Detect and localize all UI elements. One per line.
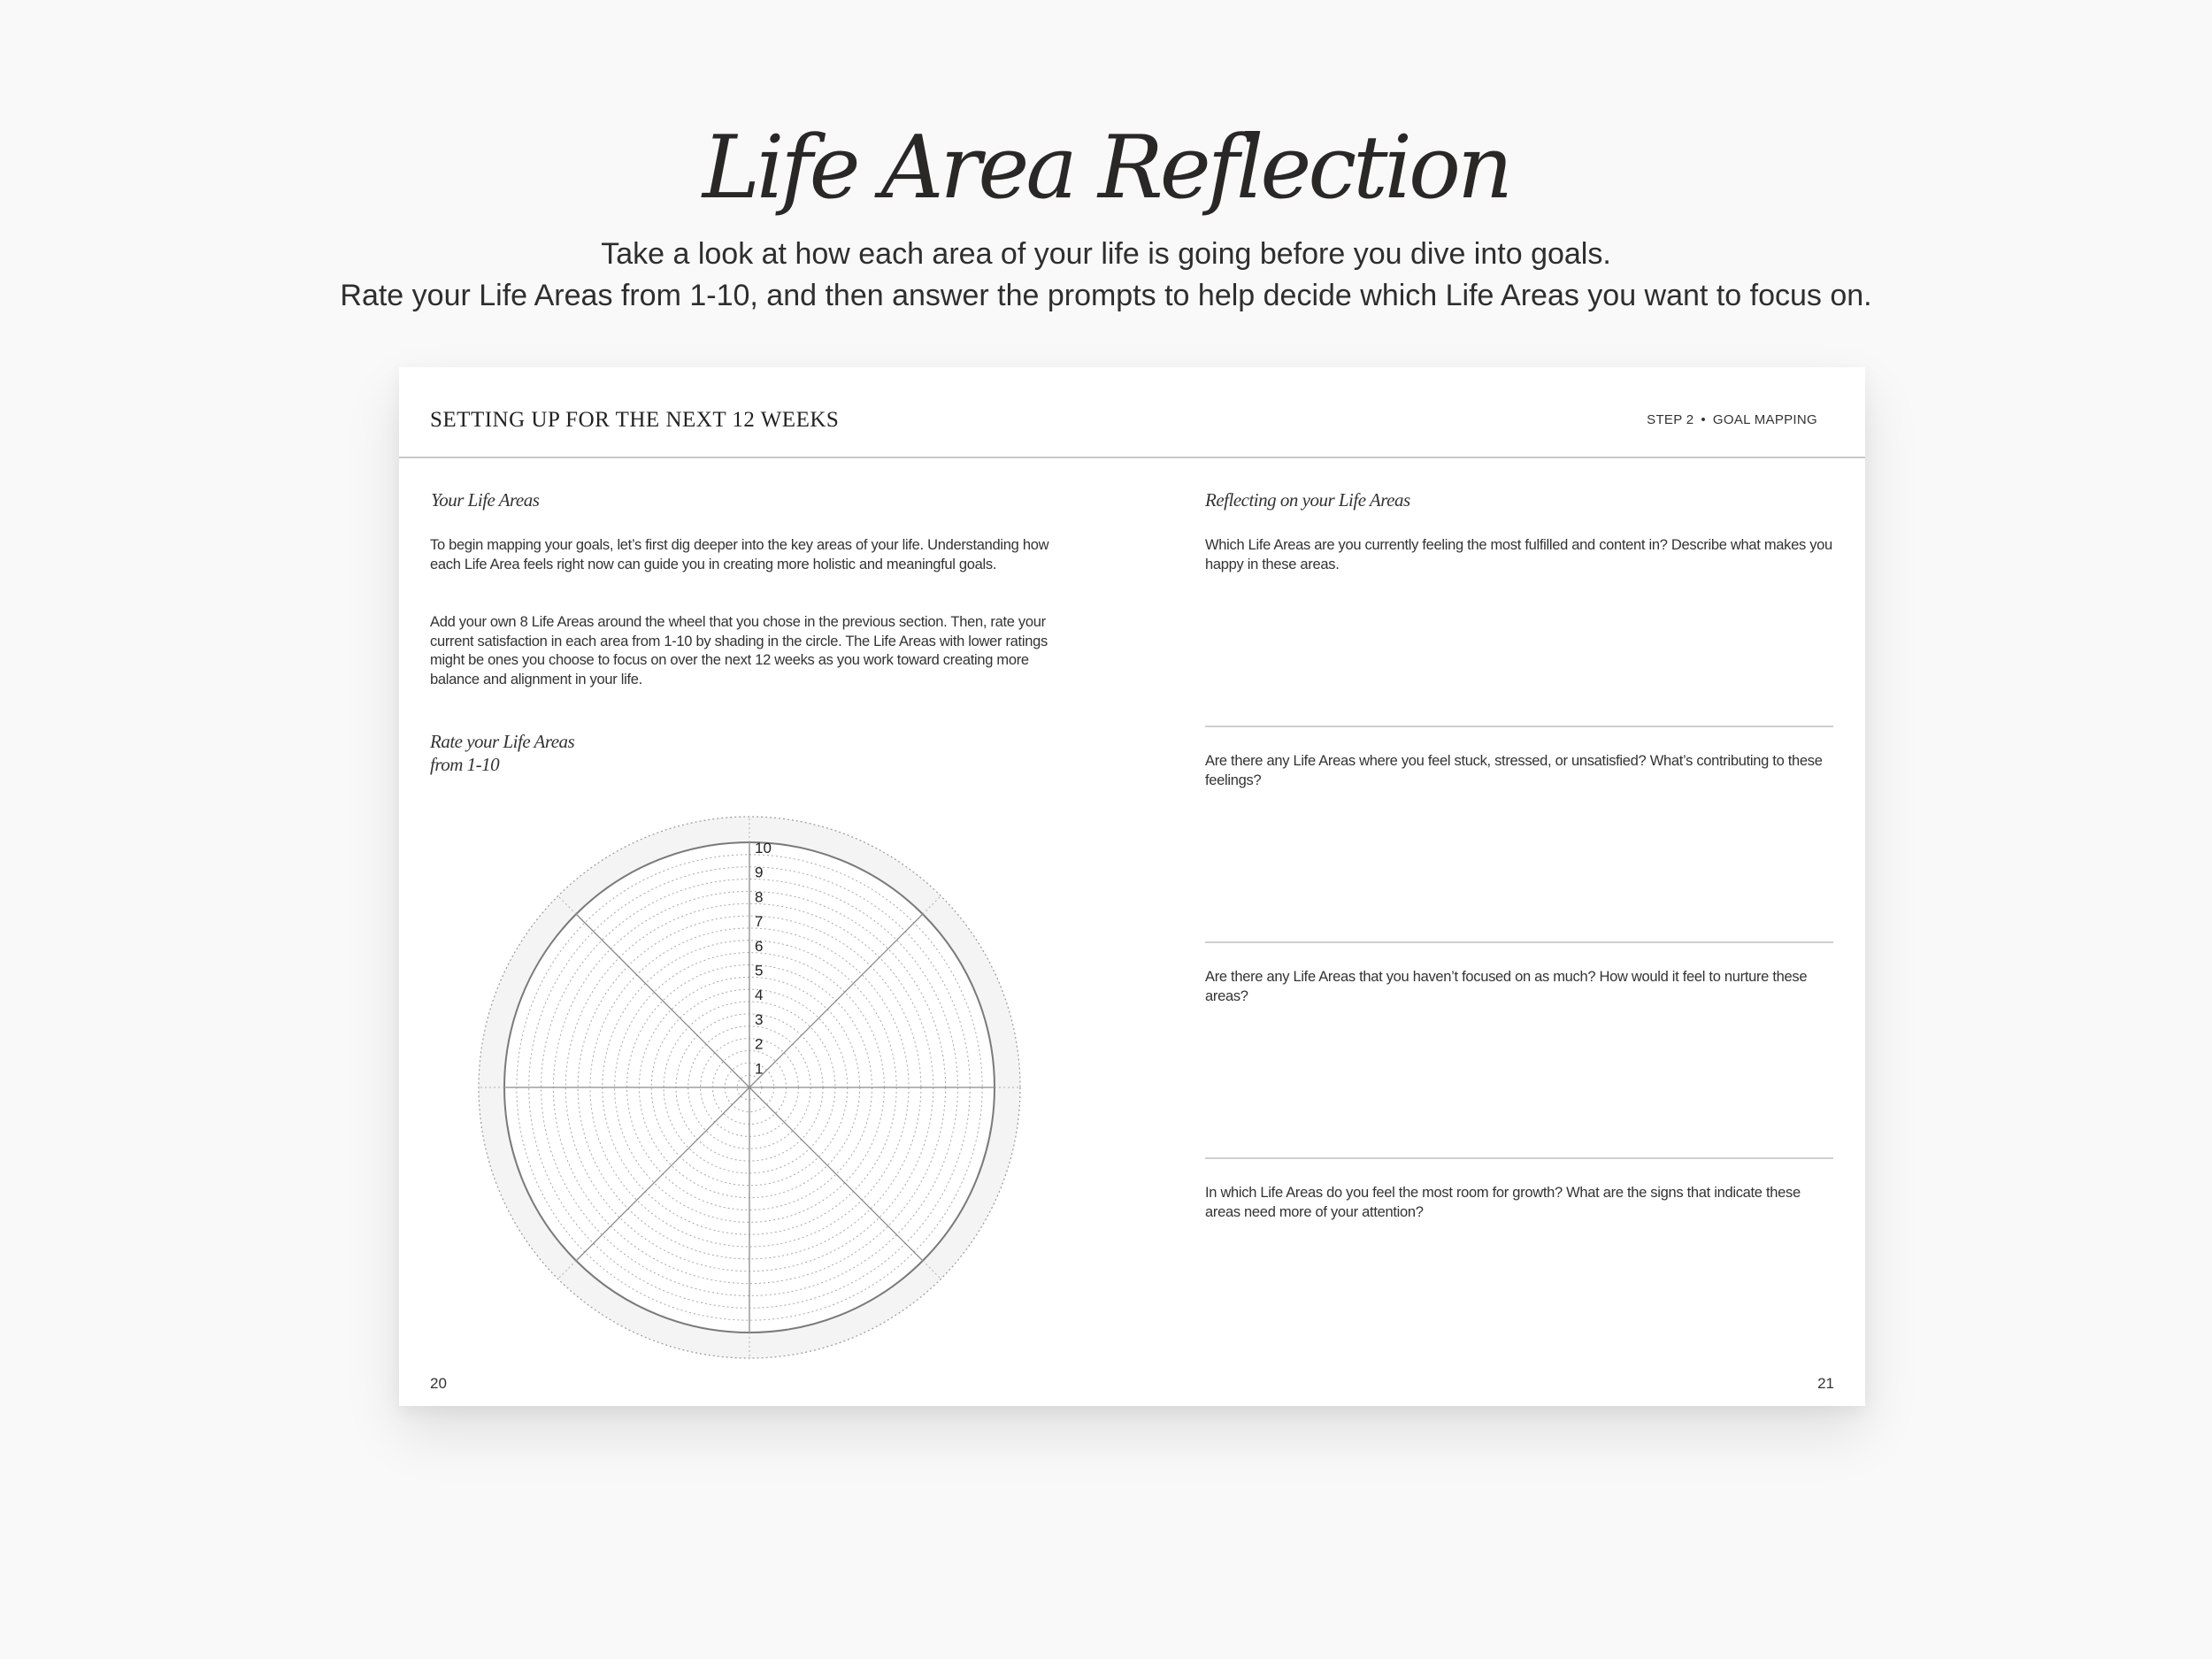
wheel-spoke xyxy=(749,914,923,1087)
intro-paragraph: To begin mapping your goals, let’s first dig deeper into the key areas of your life. Understanding how each Life Area feels right now can guide you in creating more holistic and meaningful goals. xyxy=(430,537,1049,572)
prompt-growth: In which Life Areas do you feel the most room for growth? What are the signs that indicate these areas need more of your attention? xyxy=(1205,1185,1801,1220)
hero-subtitle-line2: Rate your Life Areas from 1-10, and then answer the prompts to help decide which Life Areas you want to focus on. xyxy=(340,279,1872,312)
prompt-divider xyxy=(1205,726,1833,727)
wheel-scale-label: 3 xyxy=(755,1010,764,1028)
life-wheel[interactable] xyxy=(473,811,1025,1363)
wheel-scale-label: 10 xyxy=(755,840,772,856)
wheel-scale-label: 9 xyxy=(755,864,764,881)
rate-heading-line1: Rate your Life Areas xyxy=(430,731,575,752)
step-label: STEP 2 xyxy=(1647,412,1694,427)
rate-heading-line2: from 1-10 xyxy=(430,754,500,775)
wheel-scale-label: 4 xyxy=(755,987,764,1004)
prompt-fulfilled: Which Life Areas are you currently feeling the most fulfilled and content in? Describe what makes you happy in these areas. xyxy=(1205,537,1832,572)
hero-subtitle-line1: Take a look at how each area of your life is going before you dive into goals. xyxy=(601,237,1611,271)
wheel-scale-label: 2 xyxy=(755,1035,764,1053)
wheel-scale-label: 7 xyxy=(755,913,764,931)
wheel-scale-label: 6 xyxy=(755,937,764,955)
your-life-areas-heading: Your Life Areas xyxy=(431,489,540,511)
page-number-right: 21 xyxy=(1817,1375,1834,1392)
reflecting-heading: Reflecting on your Life Areas xyxy=(1205,489,1410,511)
page-number-left: 20 xyxy=(430,1375,447,1392)
wheel-spoke xyxy=(576,914,749,1087)
wheel-scale-label: 1 xyxy=(755,1060,764,1078)
page-header-step xyxy=(1647,394,1817,447)
wheel-scale-label: 8 xyxy=(755,888,764,906)
hero-title: Life Area Reflection xyxy=(702,118,1510,219)
planner-spread xyxy=(399,367,1865,1406)
header-divider xyxy=(399,457,1865,458)
prompt-divider xyxy=(1205,1157,1833,1159)
instructions-paragraph: Add your own 8 Life Areas around the wheel that you chose in the previous section. Then, rate your current satisfaction in each area from 1-10 by shading in the circle. The Life Areas with lower ratings might be ones you choose to focus on over the next 12 weeks as you work toward creating more balance and alignment in your life. xyxy=(430,614,1048,687)
page-header-title: SETTING UP FOR THE NEXT 12 WEEKS xyxy=(430,408,840,432)
section-label: GOAL MAPPING xyxy=(1712,412,1817,427)
prompt-unfocused: Are there any Life Areas that you haven’t focused on as much? How would it feel to nurture these areas? xyxy=(1205,969,1808,1004)
prompt-stuck: Are there any Life Areas where you feel stuck, stressed, or unsatisfied? What’s contributing to these feelings? xyxy=(1205,753,1823,788)
wheel-scale-label: 5 xyxy=(755,962,764,979)
wheel-spoke xyxy=(749,1087,923,1261)
bullet-separator: • xyxy=(1701,412,1706,427)
wheel-spoke xyxy=(576,1087,749,1261)
prompt-divider xyxy=(1205,941,1833,943)
